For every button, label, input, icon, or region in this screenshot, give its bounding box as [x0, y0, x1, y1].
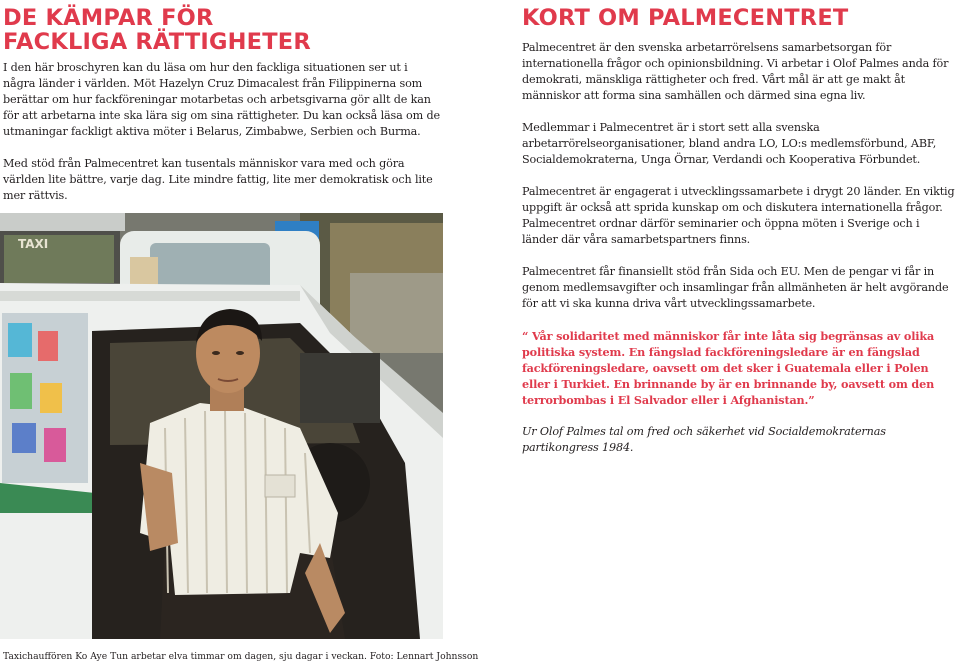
photo-illustration: [0, 213, 443, 639]
left-column: [3, 6, 443, 204]
right-heading: KORT OM PALMECENTRET: [522, 5, 849, 31]
right-column: [522, 6, 956, 456]
about-paragraph-4: Palmecentret får finansiellt stöd från Sida och EU. Men de pengar vi får in genom medlemsavgifter och insamlingar från allmänheten är helt avgörande för att vi ska kunna driva vårt utvecklingssamarbete.: [522, 265, 949, 310]
about-paragraph-2: Medlemmar i Palmecentret är i stort sett alla svenska arbetarrörelseorganisationer, bland andra LO, LO:s medlemsförbund, ABF, Socialdemokraterna, Unga Örnar, Verdandi och Kooperativa Förbundet.: [522, 121, 937, 166]
support-paragraph: Med stöd från Palmecentret kan tusentals människor vara med och göra världen lite bättre, varje dag. Lite mindre fattig, lite mer demokratisk och lite mer rättvis.: [3, 157, 433, 202]
taxi-driver-photo: [0, 213, 443, 639]
taxi-sign: TAXI: [18, 237, 49, 251]
intro-paragraph: I den här broschyren kan du läsa om hur den fackliga situationen ser ut i några länder i världen. Möt Hazelyn Cruz Dimacalest från Filippinerna som berättar om hur fackföreningar motarbetas och arbetsgivarna gör allt de kan för att arbetarna inte ska lära sig om sina rättigheter. Du kan också läsa om de utmaningar fackligt aktiva möter i Belarus, Zimbabwe, Serbien och Burma.: [3, 61, 440, 138]
about-paragraph-3: Palmecentret är engagerat i utvecklingssamarbete i drygt 20 länder. En viktig uppgift är också att sprida kunskap om och diskutera internationella frågor. Palmecentret ordnar därför seminarier och öppna möten i Sverige och i länder där våra samarbetspartners finns.: [522, 185, 955, 246]
left-heading: DE KÄMPAR FÖR FACKLIGA RÄTTIGHETER: [3, 5, 311, 55]
photo-caption: Taxichauffören Ko Aye Tun arbetar elva timmar om dagen, sju dagar i veckan. Foto: Lennart Johnsson: [3, 651, 479, 662]
quote-source: Ur Olof Palmes tal om fred och säkerhet vid Socialdemokraternas partikongress 1984.: [522, 425, 886, 454]
about-paragraph-1: Palmecentret är den svenska arbetarrörelsens samarbetsorgan för internationella frågor och opinionsbildning. Vi arbetar i Olof Palmes anda för demokrati, mänskliga rättigheter och fred. Vårt mål är att ge makt åt människor att forma sina samhällen och därmed sina egna liv.: [522, 41, 949, 102]
palme-quote: “ Vår solidaritet med människor får inte låta sig begränsas av olika politiska system. En fängslad fackföreningsledare är en fängslad fackföreningsledare, oavsett om det sker i Guatemala eller i Polen eller i Turkiet. En brinnande by är en brinnande by, oavsett om den terrorbombas i El Salvador eller i Afghanistan.”: [522, 329, 935, 407]
